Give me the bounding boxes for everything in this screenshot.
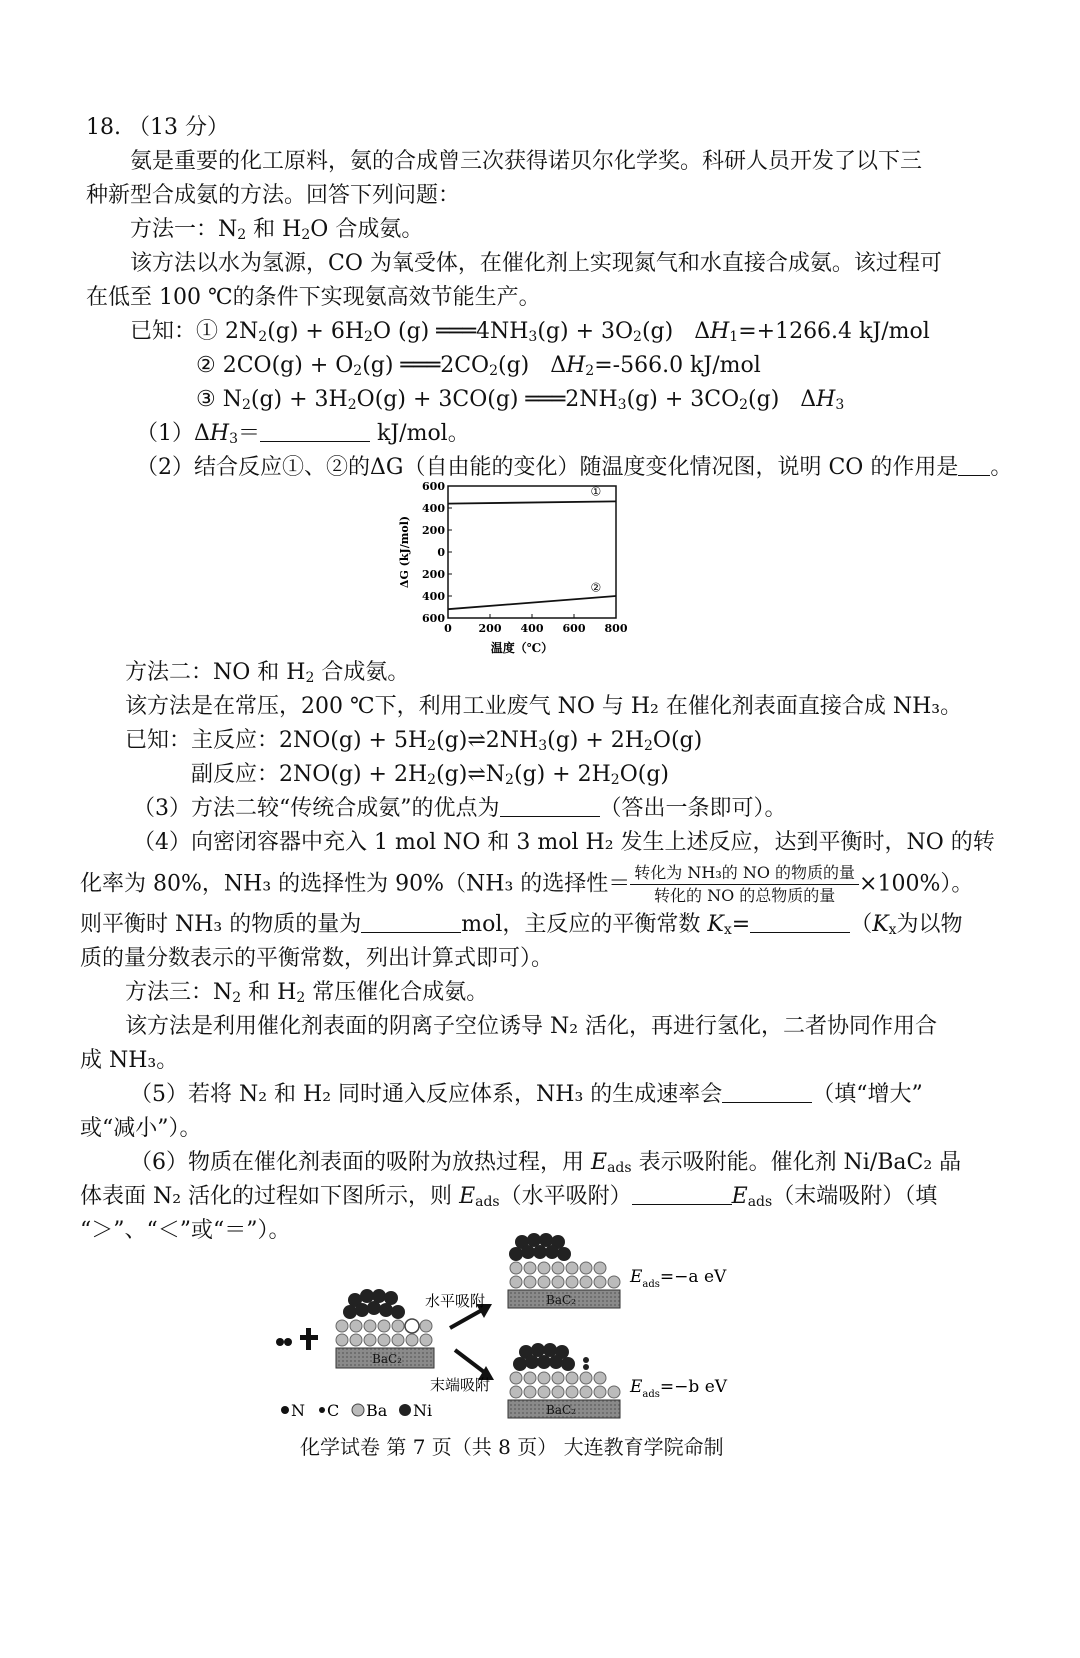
slab-label-top: BaC₂ bbox=[546, 1293, 576, 1307]
question-number-line bbox=[86, 113, 229, 143]
q6-line-3: “＞”、“＜”或“＝”）。 bbox=[80, 1218, 291, 1243]
x-tick-label: 400 bbox=[520, 622, 544, 635]
question-number: 18. bbox=[86, 115, 121, 140]
legend-ba-icon bbox=[352, 1404, 364, 1416]
method1-desc-1: 该方法以水为氢源，CO 为氧受体，在催化剂上实现氮气和水直接合成氨。该过程可 bbox=[130, 251, 942, 276]
q6-line-2-c: （末端吸附）（填 bbox=[772, 1184, 938, 1209]
plus-icon bbox=[300, 1328, 318, 1350]
intro-line-1: 氨是重要的化工原料，氨的合成曾三次获得诺贝尔化学奖。科研人员开发了以下三 bbox=[130, 149, 923, 174]
q6-answer-blank[interactable] bbox=[632, 1184, 732, 1205]
fraction-denominator: 转化的 NO 的总物质的量 bbox=[654, 886, 836, 905]
legend-c-icon bbox=[319, 1407, 325, 1413]
slab-label-bottom: BaC₂ bbox=[546, 1403, 576, 1417]
figure-legend bbox=[281, 1401, 432, 1420]
q6-line-2-b: （水平吸附） bbox=[499, 1184, 632, 1209]
q6-line-2-a: 体表面 N₂ 活化的过程如下图所示，则 bbox=[80, 1184, 453, 1209]
y-tick-label: 0 bbox=[437, 546, 445, 559]
method1-title: 方法一：$N_2$ 和 $H_2O$ 合成氨。 bbox=[130, 217, 424, 243]
e-ads-top: $E_{ads}=-a$ eV bbox=[630, 1267, 727, 1290]
q4-line-4: 质的量分数表示的平衡常数，列出计算式即可）。 bbox=[80, 946, 554, 971]
selectivity-fraction bbox=[630, 862, 859, 907]
method3-desc-1: 该方法是利用催化剂表面的阴离子空位诱导 N₂ 活化，再进行氢化，二者协同作用合 bbox=[125, 1014, 938, 1039]
terminal-adsorption-label: 末端吸附 bbox=[430, 1376, 491, 1394]
x-tick-label: 600 bbox=[562, 622, 586, 635]
slab-label-left: BaC₂ bbox=[372, 1352, 402, 1366]
method1-title-prefix: 方法一： bbox=[130, 217, 219, 242]
q1-answer-blank[interactable] bbox=[260, 421, 370, 442]
legend-ni: Ni bbox=[413, 1401, 433, 1420]
x-tick-label: 200 bbox=[478, 622, 502, 635]
q4-line-2-end: ×100%）。 bbox=[859, 871, 974, 897]
q2-end: 。 bbox=[990, 455, 1013, 480]
method2-title-prefix: 方法二： bbox=[125, 660, 214, 685]
q6-line-2: 体表面 N₂ 活化的过程如下图所示，则 $E_{ads}$（水平吸附） $E_{ads}$（末端吸附）（填 bbox=[80, 1184, 938, 1210]
q4-line-1: （4）向密闭容器中充入 1 mol NO 和 3 mol H₂ 发生上述反应，达到平衡时，NO 的转 bbox=[133, 830, 995, 855]
q5-line-2: 或“减小”）。 bbox=[80, 1116, 202, 1141]
horizontal-adsorption-label: 水平吸附 bbox=[425, 1292, 486, 1310]
q6-line-1-a: （6）物质在催化剂表面的吸附为放热过程，用 bbox=[130, 1150, 584, 1175]
series-label-2: ② bbox=[590, 580, 602, 595]
intro-line-2: 种新型合成氨的方法。回答下列问题： bbox=[86, 183, 461, 208]
x-tick-label: 0 bbox=[444, 622, 452, 635]
q5-answer-blank[interactable] bbox=[722, 1082, 812, 1103]
q3-answer-blank[interactable] bbox=[500, 796, 600, 817]
q4-line-2-text: 化率为 80%，NH₃ 的选择性为 90%（NH₃ 的选择性＝ bbox=[80, 871, 631, 897]
side-reaction-label: 副反应： bbox=[191, 762, 280, 787]
x-tick-label: 800 bbox=[604, 622, 628, 635]
series-line-1 bbox=[448, 501, 616, 503]
legend-ba: Ba bbox=[366, 1401, 388, 1420]
q3-end: （答出一条即可）。 bbox=[599, 796, 787, 821]
reaction-3: ③ $N_2(g) + 3H_2O(g) + 3CO(g)$ $═══2NH_3(g) + 3CO_2(g)$ $\Delta H_3$ bbox=[196, 387, 845, 413]
method1-desc-2: 在低至 100 ℃的条件下实现氨高效节能生产。 bbox=[86, 285, 541, 310]
q2-text: （2）结合反应①、②的ΔG（自由能的变化）随温度变化情况图，说明 CO 的作用是 bbox=[136, 455, 959, 480]
series-label-1: ① bbox=[590, 484, 602, 499]
method3-desc-2: 成 NH₃。 bbox=[80, 1048, 179, 1073]
main-reaction-label: 已知：主反应： bbox=[125, 728, 280, 753]
y-tick-label: 200 bbox=[422, 568, 445, 581]
main-reaction: 已知：主反应：$2NO(g) + 5H_2(g)\rightleftharpoons 2NH_3(g) + 2H_2O(g)$ bbox=[125, 728, 703, 754]
q1-prefix: （1） bbox=[136, 421, 194, 446]
method3-title: 方法三：$N_2$ 和 $H_2$ 常压催化合成氨。 bbox=[125, 980, 489, 1006]
y-tick-label: 600 bbox=[422, 612, 445, 625]
method2-title-rest: 合成氨。 bbox=[321, 660, 410, 685]
q3-text: （3）方法二较“传统合成氨”的优点为 bbox=[133, 796, 500, 821]
delta-g-chart bbox=[392, 478, 642, 660]
fraction-numerator: 转化为 NH₃的 NO 的物质的量 bbox=[630, 862, 859, 885]
q1-suffix: kJ/mol。 bbox=[377, 421, 470, 446]
adsorption-figure bbox=[270, 1232, 750, 1422]
reaction-1: 已知：① $2N_2(g) + 6H_2O$ (g) $═══4NH_3(g) + 3O_2(g)$ $\Delta H_1=+1266.4$ kJ/mol bbox=[130, 319, 930, 345]
q5-text-end: （填“增大” bbox=[812, 1082, 923, 1107]
known-label: 已知： bbox=[130, 319, 197, 344]
method3-title-prefix: 方法三： bbox=[125, 980, 214, 1005]
method2-title: 方法二：NO 和 $H_2$ 合成氨。 bbox=[125, 660, 410, 686]
catalyst-terminal bbox=[508, 1343, 620, 1418]
q6-line-1-b: 表示吸附能。催化剂 Ni/BaC₂ 晶 bbox=[638, 1150, 962, 1175]
q6-line-1: （6）物质在催化剂表面的吸附为放热过程，用 $E_{ads}$ 表示吸附能。催化剂 Ni/BaC₂ 晶 bbox=[130, 1150, 962, 1176]
q4-line-3-a: 则平衡时 NH₃ 的物质的量为 bbox=[80, 912, 362, 937]
y-tick-label: 400 bbox=[422, 502, 445, 515]
q4-line-2 bbox=[80, 862, 973, 907]
q4-line-3-c: （ bbox=[850, 912, 873, 937]
q5 bbox=[130, 1080, 923, 1110]
legend-n: N bbox=[291, 1401, 305, 1420]
y-tick-label: 600 bbox=[422, 480, 445, 493]
q4-line-3: 则平衡时 NH₃ 的物质的量为 mol，主反应的平衡常数 $K_x= (K_x$为以物 bbox=[80, 912, 963, 938]
catalyst-left bbox=[336, 1289, 434, 1368]
method2-desc: 该方法是在常压，200 ℃下，利用工业废气 NO 与 H₂ 在催化剂表面直接合成 NH₃。 bbox=[125, 694, 963, 719]
q3 bbox=[133, 794, 787, 824]
dh1-value: =+1266.4 kJ/mol bbox=[738, 319, 930, 344]
legend-n-icon bbox=[281, 1406, 289, 1414]
q4-line-3-b: mol，主反应的平衡常数 bbox=[461, 912, 701, 937]
legend-c: C bbox=[327, 1401, 340, 1420]
q2-answer-blank[interactable] bbox=[958, 455, 990, 476]
legend-ni-icon bbox=[399, 1404, 411, 1416]
e-ads-bottom: $E_{ads}=-b$ eV bbox=[630, 1377, 728, 1400]
q4-nh3-blank[interactable] bbox=[361, 912, 461, 933]
x-axis-label: 温度（℃） bbox=[490, 641, 554, 655]
q4-line-3-d: 为以物 bbox=[896, 912, 963, 937]
side-reaction: 副反应：$2NO(g) + 2H_2(g)\rightleftharpoons N_2(g) + 2H_2O(g)$ bbox=[191, 762, 670, 788]
dh2-value: =-566.0 kJ/mol bbox=[594, 353, 761, 378]
catalyst-horizontal bbox=[508, 1233, 620, 1308]
y-axis-label: ΔG (kJ/mol) bbox=[398, 515, 411, 589]
y-tick-label: 200 bbox=[422, 524, 445, 537]
q4-kx-blank[interactable] bbox=[750, 912, 850, 933]
reaction-2: ② $2CO(g) + O_2(g)$ $═══2CO_2(g)$ $\Delta H_2=-566.0$ kJ/mol bbox=[196, 353, 761, 379]
method3-title-rest: 常压催化合成氨。 bbox=[312, 980, 489, 1005]
series-line-2 bbox=[448, 596, 616, 609]
page-footer: 化学试卷 第 7 页（共 8 页） 大连教育学院命制 bbox=[300, 1435, 724, 1459]
q5-text: （5）若将 N₂ 和 H₂ 同时通入反应体系，NH₃ 的生成速率会 bbox=[130, 1082, 723, 1107]
question-score: （13 分） bbox=[128, 115, 229, 140]
n2-molecule-icon bbox=[276, 1338, 292, 1346]
y-tick-label: 400 bbox=[422, 590, 445, 603]
method1-title-rest: 合成氨。 bbox=[335, 217, 424, 242]
q1: $(1)\Delta H_3= kJ/mol$。 bbox=[136, 421, 470, 447]
